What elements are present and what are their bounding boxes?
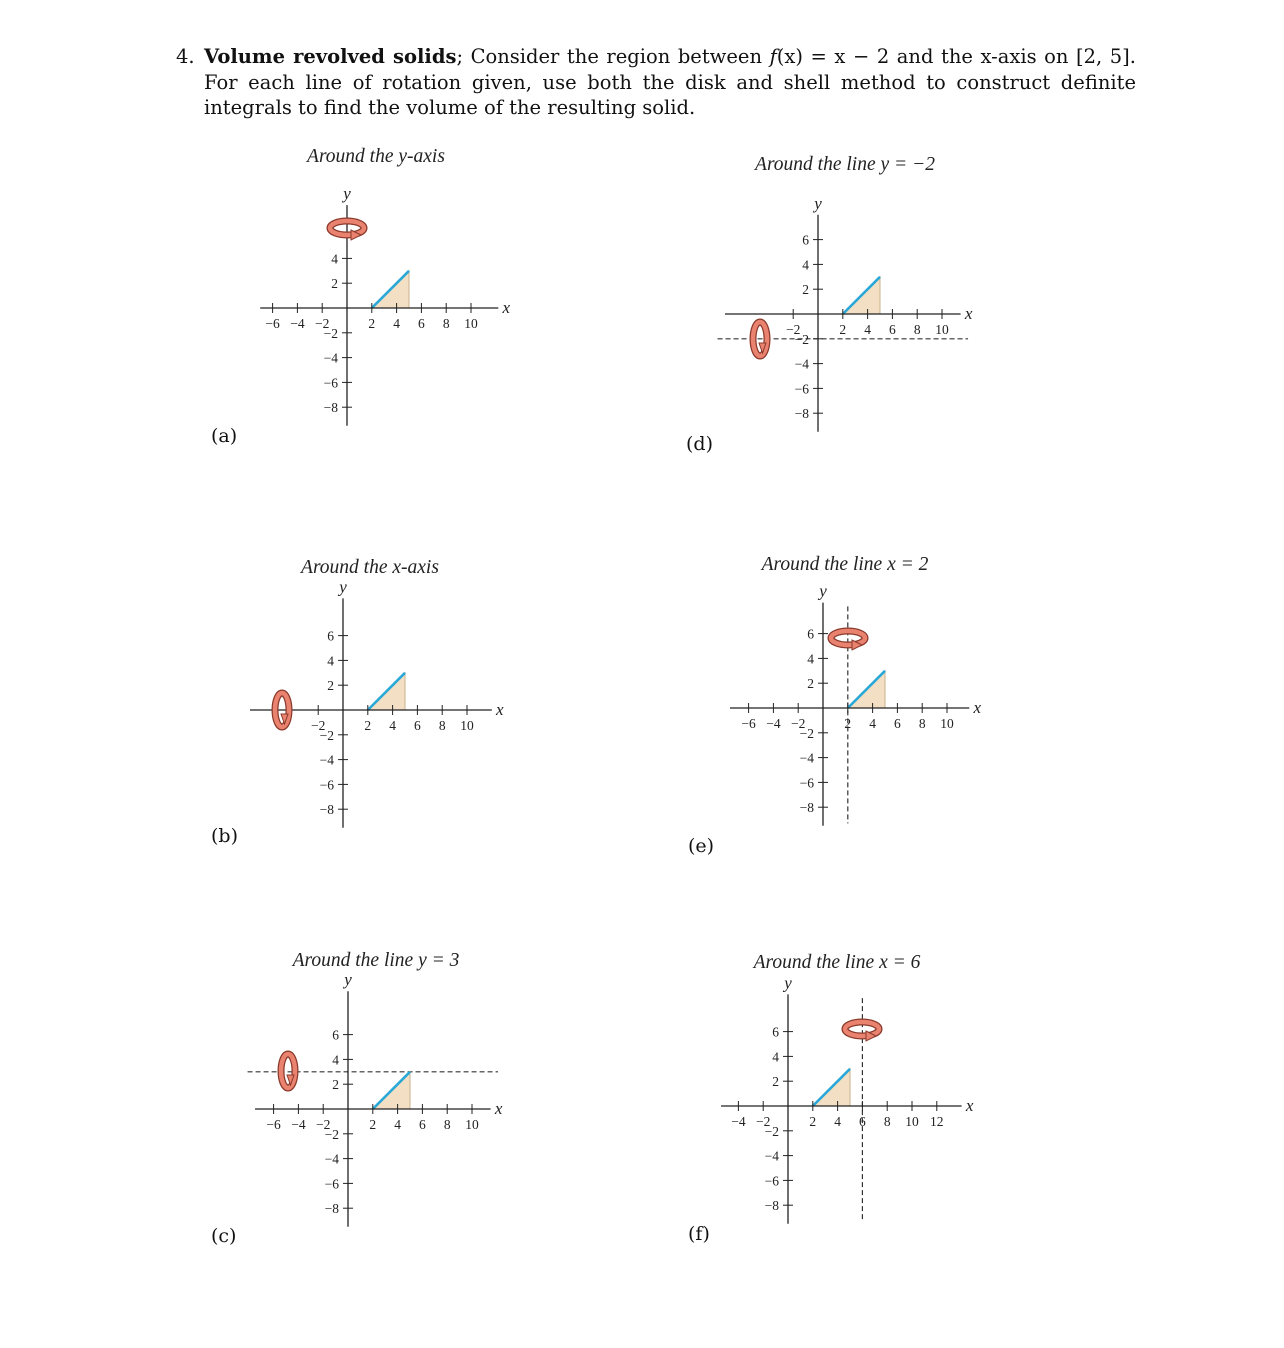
- graph-title: Around the line y = 3: [292, 950, 460, 971]
- y-tick-label: 2: [327, 678, 334, 694]
- y-axis-label: y: [784, 973, 792, 993]
- x-tick-label: 8: [438, 718, 446, 733]
- y-tick-label: −4: [324, 1151, 339, 1167]
- y-tick-label: −4: [323, 350, 338, 366]
- part-label-d: (d): [686, 433, 713, 455]
- y-tick-label: −6: [319, 777, 334, 793]
- graph-title: Around the line y = −2: [755, 154, 935, 175]
- x-tick-label: 10: [940, 716, 954, 731]
- x-tick-label: 12: [930, 1114, 944, 1129]
- x-tick-label: −4: [731, 1114, 746, 1129]
- y-tick-label: 4: [327, 653, 334, 669]
- graph-b: [240, 545, 520, 845]
- y-tick-label: −8: [799, 800, 814, 816]
- y-axis-label: y: [343, 184, 351, 204]
- y-tick-label: −8: [764, 1198, 779, 1214]
- y-tick-label: −6: [323, 375, 338, 391]
- part-label-a: (a): [211, 425, 238, 447]
- y-tick-label: −2: [794, 331, 809, 347]
- problem-body: [204, 44, 1136, 121]
- x-tick-label: −6: [741, 716, 756, 731]
- problem-title: Volume revolved solids: [204, 45, 457, 68]
- x-tick-label: 4: [864, 322, 871, 337]
- x-tick-label: 6: [889, 322, 896, 337]
- x-tick-label: 10: [464, 316, 478, 331]
- part-label-e: (e): [688, 835, 715, 857]
- y-tick-label: 2: [332, 1077, 339, 1093]
- part-label-f: (f): [688, 1223, 710, 1245]
- rotation-ring-fill: [845, 1022, 879, 1036]
- y-tick-label: 4: [772, 1049, 779, 1065]
- y-tick-label: 6: [327, 628, 334, 644]
- x-tick-label: −2: [786, 322, 801, 337]
- part-label-b: (b): [211, 825, 238, 847]
- x-tick-label: 6: [418, 316, 425, 331]
- problem-text-2: and the x-axis on [2, 5]. For each line of rotation given, use both the disk and shell method to construct definite integrals to find the volume of the resulting solid.: [204, 45, 1136, 119]
- y-tick-label: −6: [764, 1173, 779, 1189]
- x-tick-label: −6: [266, 1117, 281, 1132]
- y-axis-label: y: [344, 970, 352, 990]
- x-tick-label: −4: [290, 316, 305, 331]
- x-tick-label: −2: [311, 718, 326, 733]
- x-axis-label: x: [973, 698, 982, 717]
- y-tick-label: −8: [319, 802, 334, 818]
- problem-number: 4.: [176, 45, 195, 68]
- graph-a: [240, 135, 520, 440]
- y-tick-label: −4: [799, 750, 814, 766]
- x-tick-label: 2: [369, 1117, 377, 1132]
- x-axis-label: x: [502, 298, 511, 317]
- rotation-ring-fill: [831, 631, 865, 645]
- y-axis-label: y: [819, 581, 827, 601]
- x-tick-label: 4: [393, 316, 400, 331]
- x-tick-label: −2: [315, 316, 330, 331]
- y-tick-label: 6: [772, 1024, 779, 1040]
- x-tick-label: 4: [834, 1114, 841, 1129]
- x-tick-label: −2: [791, 716, 806, 731]
- x-tick-label: −4: [766, 716, 781, 731]
- rotation-ring-fill: [281, 1054, 295, 1088]
- x-axis-label: x: [496, 700, 504, 719]
- y-tick-label: −4: [764, 1148, 779, 1164]
- function-definition: = x − 2: [803, 45, 890, 68]
- x-tick-label: 6: [419, 1117, 426, 1132]
- rotation-arrow-icon: [281, 1054, 295, 1088]
- x-tick-label: 2: [839, 322, 847, 337]
- y-tick-label: 4: [331, 251, 338, 267]
- y-tick-label: 4: [807, 651, 814, 667]
- graph-c: [240, 938, 520, 1238]
- y-tick-label: −4: [794, 356, 809, 372]
- x-tick-label: 10: [465, 1117, 479, 1132]
- part-label-c: (c): [211, 1225, 237, 1247]
- x-tick-label: 4: [869, 716, 876, 731]
- x-tick-label: 8: [443, 1117, 451, 1132]
- y-tick-label: −2: [764, 1123, 779, 1139]
- x-tick-label: 8: [918, 716, 926, 731]
- x-tick-label: 6: [414, 718, 421, 733]
- y-tick-label: −4: [319, 752, 334, 768]
- y-tick-label: −2: [323, 325, 338, 341]
- y-tick-label: −6: [794, 381, 809, 397]
- x-axis-label: x: [965, 1096, 974, 1115]
- graph-title: Around the x-axis: [301, 557, 439, 578]
- y-tick-label: −8: [323, 400, 338, 416]
- x-axis-label: x: [494, 1099, 503, 1118]
- y-tick-label: 2: [802, 282, 809, 298]
- y-tick-label: −2: [799, 725, 814, 741]
- y-axis-label: y: [339, 577, 347, 597]
- x-tick-label: 8: [913, 322, 921, 337]
- x-tick-label: 8: [442, 316, 450, 331]
- x-axis-label: x: [964, 304, 973, 323]
- x-tick-label: −2: [756, 1114, 771, 1129]
- y-tick-label: 2: [772, 1074, 779, 1090]
- x-tick-label: 6: [894, 716, 901, 731]
- x-tick-label: −2: [316, 1117, 331, 1132]
- y-tick-label: 4: [332, 1052, 339, 1068]
- function-name: f: [769, 45, 777, 68]
- function-arg: (x): [776, 45, 803, 68]
- x-tick-label: 2: [844, 716, 852, 731]
- y-tick-label: −8: [324, 1201, 339, 1217]
- y-tick-label: −8: [794, 406, 809, 422]
- x-tick-label: 2: [364, 718, 372, 733]
- y-tick-label: −2: [319, 727, 334, 743]
- y-tick-label: 4: [802, 257, 809, 273]
- x-tick-label: 4: [394, 1117, 401, 1132]
- y-axis-label: y: [814, 193, 822, 213]
- x-tick-label: 2: [809, 1114, 817, 1129]
- x-tick-label: 4: [389, 718, 396, 733]
- graph-e: [715, 540, 995, 840]
- y-tick-label: −2: [324, 1126, 339, 1142]
- y-tick-label: 6: [807, 626, 814, 642]
- graph-title: Around the line x = 6: [753, 952, 921, 973]
- graph-title: Around the y-axis: [307, 146, 445, 167]
- y-tick-label: −6: [324, 1176, 339, 1192]
- problem-statement: [176, 44, 1136, 121]
- x-tick-label: 10: [905, 1114, 919, 1129]
- problem-text-1: ; Consider the region between: [456, 45, 770, 68]
- x-tick-label: 10: [935, 322, 949, 337]
- x-tick-label: 6: [859, 1114, 866, 1129]
- y-tick-label: −6: [799, 775, 814, 791]
- y-tick-label: 6: [332, 1027, 339, 1043]
- graph-d: [715, 140, 995, 445]
- y-tick-label: 6: [802, 232, 809, 248]
- x-tick-label: 2: [368, 316, 376, 331]
- x-tick-label: −6: [265, 316, 280, 331]
- x-tick-label: 8: [883, 1114, 891, 1129]
- x-tick-label: 10: [460, 718, 474, 733]
- x-tick-label: −4: [291, 1117, 306, 1132]
- y-tick-label: 2: [331, 276, 338, 292]
- graph-title: Around the line x = 2: [761, 554, 929, 575]
- graph-f: [715, 940, 995, 1240]
- y-tick-label: 2: [807, 676, 814, 692]
